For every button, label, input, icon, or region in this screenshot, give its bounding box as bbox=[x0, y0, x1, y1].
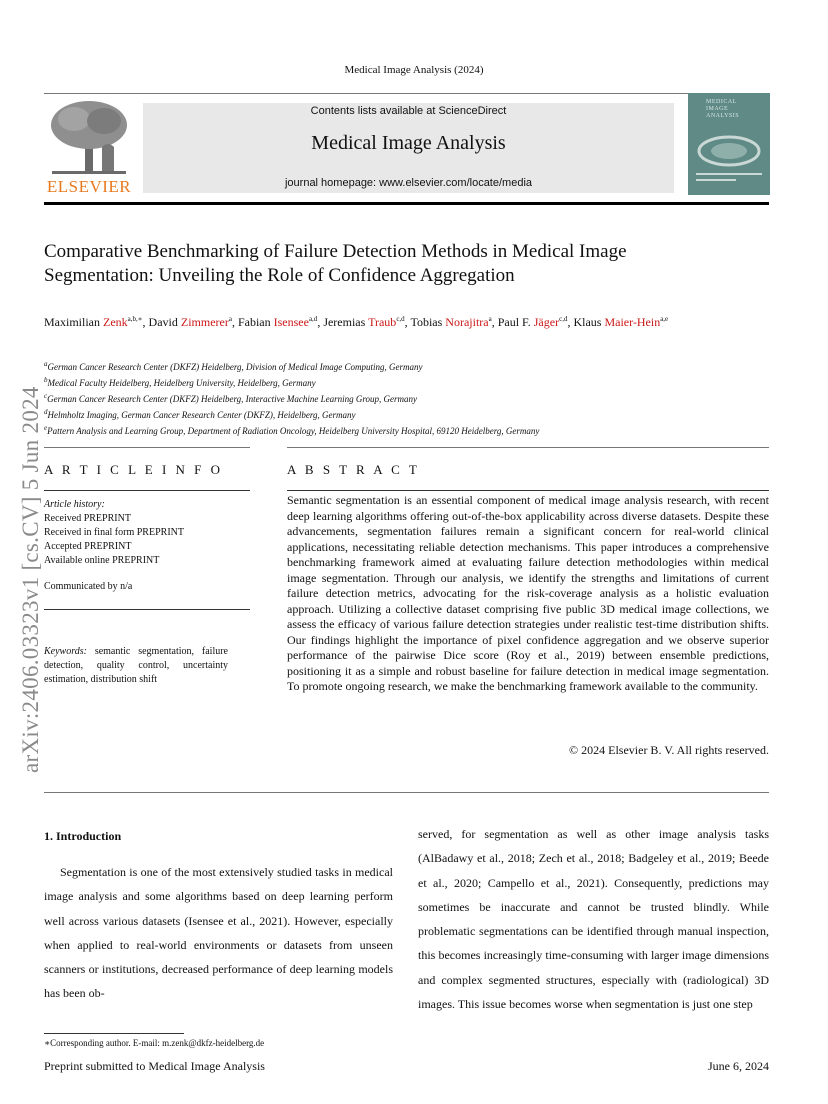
author-first: Klaus bbox=[573, 315, 605, 329]
cover-title-line: ANALYSIS bbox=[706, 113, 740, 119]
author-affil-sup: a,d bbox=[308, 315, 318, 323]
author-affil-sup: a bbox=[488, 315, 492, 323]
footer-date: June 6, 2024 bbox=[708, 1059, 769, 1073]
author-first: Jeremias bbox=[323, 315, 369, 329]
author-list bbox=[44, 311, 769, 331]
article-info-rule bbox=[44, 490, 250, 491]
author bbox=[238, 315, 323, 329]
journal-homepage[interactable]: journal homepage: www.elsevier.com/locate/media bbox=[284, 177, 533, 189]
author-affil-sup: a,e bbox=[660, 315, 669, 323]
author bbox=[323, 315, 410, 329]
section-heading-introduction: 1. Introduction bbox=[44, 829, 122, 843]
article-info-top-rule bbox=[44, 447, 250, 448]
author-link[interactable]: Maier-Hein bbox=[604, 315, 661, 329]
author-first: Tobias bbox=[410, 315, 446, 329]
author-link[interactable]: Traub bbox=[368, 315, 397, 329]
affiliation-sup: d bbox=[44, 408, 48, 416]
article-history bbox=[44, 498, 250, 594]
running-head: Medical Image Analysis (2024) bbox=[344, 64, 484, 76]
author-sep: , bbox=[317, 315, 324, 329]
preprint-footer: Preprint submitted to Medical Image Analysis bbox=[44, 1059, 265, 1073]
elsevier-wordmark: ELSEVIER bbox=[46, 177, 132, 196]
cover-title-line: MEDICAL bbox=[706, 99, 737, 105]
affiliation bbox=[44, 374, 769, 390]
history-item: Accepted PREPRINT bbox=[44, 541, 132, 552]
author-sep: , bbox=[404, 315, 411, 329]
author-affil-sup: c,d bbox=[559, 315, 568, 323]
affiliation bbox=[44, 358, 769, 374]
affiliation-sup: c bbox=[44, 392, 48, 400]
author-link[interactable]: Norajitra bbox=[445, 315, 489, 329]
communicated-by: Communicated by n/a bbox=[44, 581, 133, 592]
author bbox=[410, 315, 497, 329]
keywords-block bbox=[44, 645, 228, 687]
affiliation-sup: b bbox=[44, 376, 48, 384]
abstract-heading: A B S T R A C T bbox=[287, 462, 420, 477]
abstract-rule bbox=[287, 490, 769, 491]
author-affil-sup: a bbox=[228, 315, 232, 323]
author-first: Maximilian bbox=[44, 315, 103, 329]
abstract-bottom-rule bbox=[44, 792, 769, 793]
keywords-text: semantic segmentation, failure detection, quality control, uncertainty estimation, distribution shift bbox=[44, 646, 228, 685]
affiliation-text: Pattern Analysis and Learning Group, Department of Radiation Oncology, Heidelberg University Hospital, 69120 Heidelberg, Germany bbox=[47, 426, 540, 436]
header-top-rule bbox=[44, 93, 769, 94]
cover-title-line: IMAGE bbox=[706, 106, 729, 112]
affiliation-text: Helmholtz Imaging, German Cancer Research Center (DKFZ), Heidelberg, Germany bbox=[47, 410, 356, 420]
author-link[interactable]: Zimmerer bbox=[180, 315, 229, 329]
affiliation bbox=[44, 390, 769, 406]
keywords-rule bbox=[44, 609, 250, 610]
affiliation-sup: e bbox=[44, 424, 48, 432]
intro-left-column: Segmentation is one of the most extensively studied tasks in medical image analysis and some algorithms based on deep learning perform well across various datasets (Isensee et al., 2021). However, especially when applied to real-world environments or datasets from unseen scanners or institutions, decreased performance of deep learning models has been ob- bbox=[44, 865, 393, 1001]
affiliation-text: German Cancer Research Center (DKFZ) Heidelberg, Interactive Machine Learning Group, Germany bbox=[47, 394, 418, 404]
history-item: Available online PREPRINT bbox=[44, 555, 160, 566]
affiliation-text: German Cancer Research Center (DKFZ) Heidelberg, Division of Medical Image Computing, Germany bbox=[47, 362, 423, 372]
intro-right-column: served, for segmentation as well as other image analysis tasks (AlBadawy et al., 2018; Zech et al., 2018; Badgeley et al., 2019; Beede et al., 2020; Campello et al., 2021). Consequently, predictions may sometimes be inaccurate and cannot be trusted blindly. While problematic segmentations can be identified through manual inspection, this becomes increasingly time-consuming with larger image dimensions and complex segmented structures, especially with (radiological) 3D images. This issue becomes worse when segmentation is just one step bbox=[418, 827, 769, 1012]
author bbox=[498, 315, 574, 329]
copyright-notice: © 2024 Elsevier B. V. All rights reserved. bbox=[569, 743, 769, 757]
author-link[interactable]: Isensee bbox=[273, 315, 309, 329]
footnote-rule bbox=[44, 1033, 184, 1034]
corresponding-author-footnote: ∗Corresponding author. E-mail: m.zenk@dkfz-heidelberg.de bbox=[44, 1038, 265, 1048]
keywords-label: Keywords: bbox=[44, 646, 87, 657]
header-bottom-rule bbox=[44, 202, 769, 205]
author bbox=[44, 315, 149, 329]
abstract-top-rule bbox=[287, 447, 769, 448]
paper-title: Comparative Benchmarking of Failure Detection Methods in Medical Image Segmentation: Unveiling the Role of Confidence Aggregation bbox=[44, 241, 627, 286]
author bbox=[149, 315, 238, 329]
author-first: David bbox=[148, 315, 181, 329]
affiliation-sup: a bbox=[44, 360, 48, 368]
affiliation bbox=[44, 422, 769, 438]
history-item: Received in final form PREPRINT bbox=[44, 527, 184, 538]
author-sep: , bbox=[491, 315, 498, 329]
author bbox=[573, 315, 668, 329]
abstract-text: Semantic segmentation is an essential component of medical image analysis research, with recent deep learning algorithms offering out-of-the-box applicability across diverse datasets. Despite these advancements, segmentation failures remain a significant concern for real-world clinical applications, necessitating reliable detection mechanisms. This paper introduces a comprehensive benchmarking framework aimed at evaluating failure detection methodologies within medical image segmentation. Through our analysis, we identify the strengths and limitations of current failure detection metrics, advocating for the risk-coverage analysis as a holistic evaluation approach. Utilizing a collective dataset comprising five public 3D medical image collections, we assess the efficacy of various failure detection strategies under realistic test-time distribution shifts. Our findings highlight the importance of pixel confidence aggregation and we observe superior performance of the pairwise Dice score (Roy et al., 2019) between ensemble predictions, positioning it as a simple and robust baseline for failure detection in medical image segmentation. To promote ongoing research, we make the benchmarking framework available to the community. bbox=[287, 493, 769, 693]
author-sep: , bbox=[567, 315, 574, 329]
history-label: Article history: bbox=[44, 499, 105, 510]
elsevier-tree-logo bbox=[44, 97, 134, 177]
history-item: Received PREPRINT bbox=[44, 513, 131, 524]
affiliation-text: Medical Faculty Heidelberg, Heidelberg University, Heidelberg, Germany bbox=[47, 378, 316, 388]
author-affil-sup: c,d bbox=[396, 315, 405, 323]
author-affil-sup: a,b,∗ bbox=[127, 315, 143, 323]
affiliation bbox=[44, 406, 769, 422]
author-link[interactable]: Zenk bbox=[103, 315, 128, 329]
article-info-heading: A R T I C L E I N F O bbox=[44, 462, 224, 477]
contents-line: Contents lists available at ScienceDirect bbox=[310, 105, 507, 117]
affiliation-list bbox=[44, 358, 769, 438]
author-link[interactable]: Jäger bbox=[533, 315, 560, 329]
arxiv-identifier[interactable]: arXiv:2406.03323v1 [cs.CV] 5 Jun 2024 bbox=[18, 386, 43, 773]
author-sep: , bbox=[142, 315, 149, 329]
journal-cover-thumbnail bbox=[688, 93, 770, 195]
cover-artwork bbox=[688, 93, 770, 195]
author-sep: , bbox=[231, 315, 238, 329]
author-first: Fabian bbox=[237, 315, 274, 329]
author-first: Paul F. bbox=[497, 315, 534, 329]
journal-name: Medical Image Analysis bbox=[311, 132, 506, 154]
